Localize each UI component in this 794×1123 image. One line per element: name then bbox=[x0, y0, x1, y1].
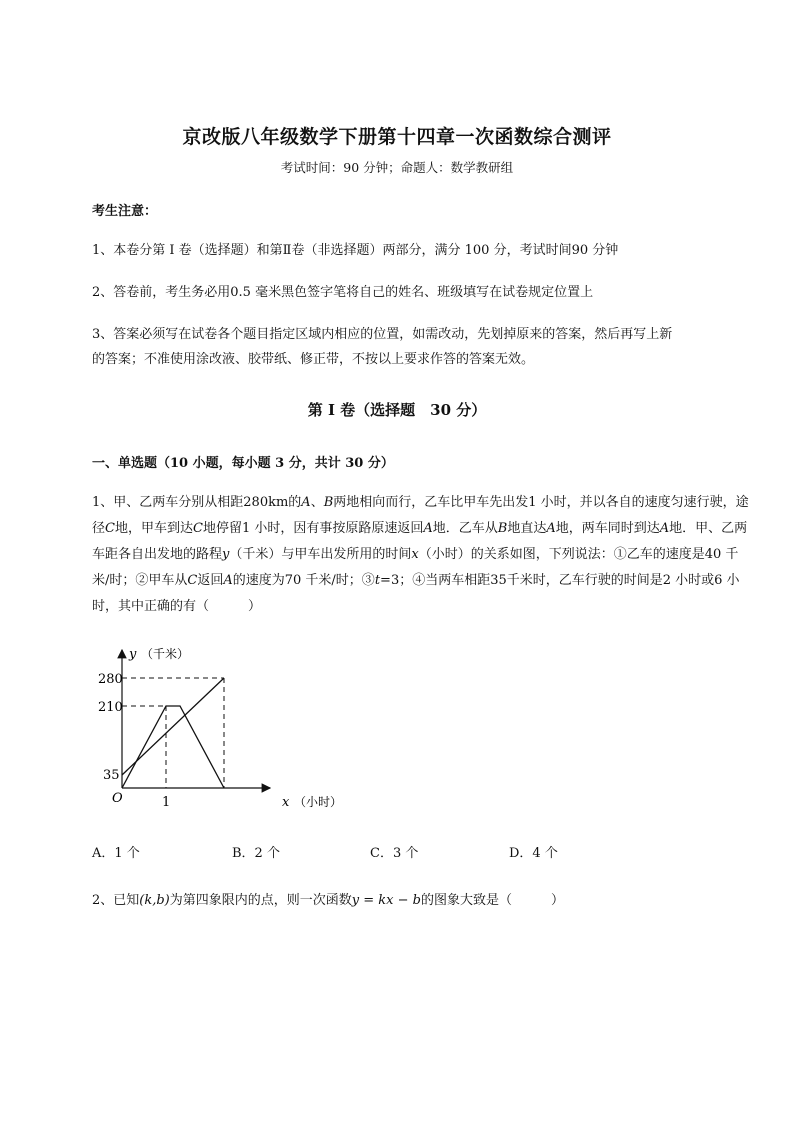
line-car-jia bbox=[122, 706, 224, 788]
x-axis-var: x bbox=[282, 795, 290, 810]
part-heading: 一、单选题（10 小题，每小题 3 分，共计 30 分） bbox=[92, 456, 394, 471]
distance-time-graph bbox=[98, 638, 358, 818]
origin-label: O bbox=[112, 791, 123, 806]
y-axis-unit: （千米） bbox=[141, 647, 190, 661]
option-d[interactable]: D．4 个 bbox=[509, 846, 558, 861]
question-2-text: 2、已知(k,b)为第四象限内的点，则一次函数y = kx − b的图象大致是（ ） bbox=[92, 893, 564, 908]
page-title: 京改版八年级数学下册第十四章一次函数综合测评 bbox=[182, 126, 612, 148]
y-tick-210: 210 bbox=[98, 700, 123, 715]
notice-item-3-cont: 的答案；不准使用涂改液、胶带纸、修正带，不按以上要求作答的答案无效。 bbox=[92, 352, 535, 367]
y-tick-280: 280 bbox=[98, 672, 123, 687]
notice-heading: 考生注意： bbox=[92, 204, 158, 219]
x-tick-1: 1 bbox=[162, 795, 171, 810]
exam-info: 考试时间：90 分钟；命题人：数学教研组 bbox=[280, 160, 514, 175]
function-expr: y = kx − b bbox=[351, 893, 421, 908]
option-c[interactable]: C．3 个 bbox=[370, 846, 419, 861]
option-b[interactable]: B．2 个 bbox=[232, 846, 280, 861]
section-title: 第 I 卷（选择题 30 分） bbox=[307, 401, 487, 419]
option-a[interactable]: A．1 个 bbox=[92, 846, 140, 861]
notice-item-1: 1、本卷分第 I 卷（选择题）和第Ⅱ卷（非选择题）两部分，满分 100 分，考试时间90 分钟 bbox=[92, 243, 619, 258]
y-tick-35: 35 bbox=[103, 768, 120, 783]
x-axis-unit: （小时） bbox=[294, 795, 343, 809]
y-axis-var: y bbox=[129, 647, 137, 662]
notice-item-3: 3、答案必须写在试卷各个题目指定区域内相应的位置，如需改动，先划掉原来的答案，然后再写上新 bbox=[92, 327, 673, 342]
point-expr: (k,b) bbox=[139, 893, 170, 908]
question-1-text: 1、甲、乙两车分别从相距280km的A、B两地相向而行，乙车比甲车先出发1 小时，并以各自的速度匀速行驶，途径C地，甲车到达C地停留1 小时，因有事按原路原速返回A地．乙车从B地直达A地，两车同时到达A地．甲、乙两车距各自出发地的路程y（千米）与甲车出发所用的时间x（小时）的关系如图，下列说法：①乙车的速度是40 千米/时；②甲车从C返回A的速度为70 千米/时；③t=3；④当两车相距35千米时，乙车行驶的时间是2 小时或6 小时，其中正确的有（ ） bbox=[92, 495, 749, 614]
notice-item-2: 2、答卷前，考生务必用0.5 毫米黑色签字笔将自己的姓名、班级填写在试卷规定位置上 bbox=[92, 285, 594, 300]
